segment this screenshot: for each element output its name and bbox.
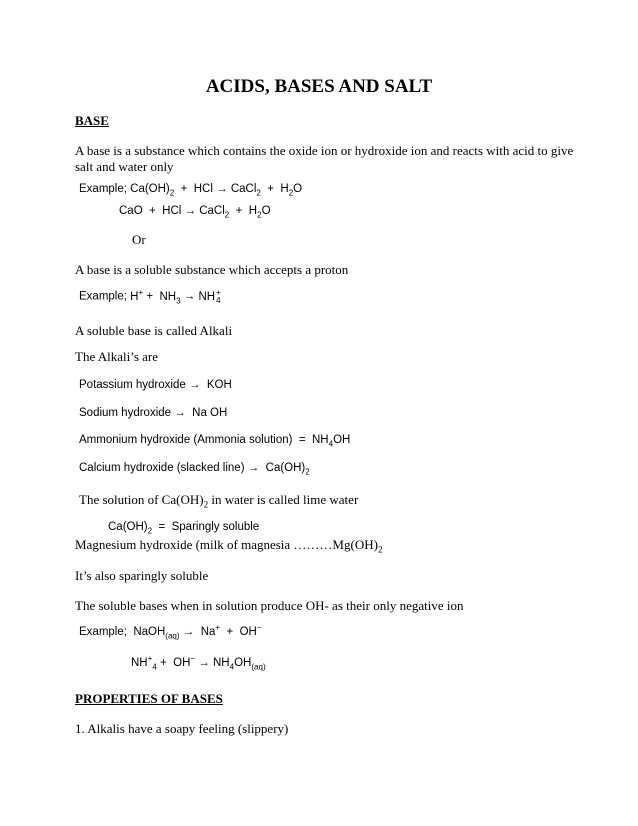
reactant-formula: HCl — [193, 183, 213, 195]
alkali-definition: A soluble base is called Alkali — [75, 323, 233, 338]
arrow-icon: → — [182, 626, 195, 638]
property-item-1: 1. Alkalis have a soapy feeling (slippery) — [75, 721, 289, 736]
properties-heading: PROPERTIES OF BASES — [75, 691, 223, 706]
arrow-icon: → — [188, 379, 201, 391]
plus-sign: + — [180, 183, 188, 195]
product-formula: CaCl$_2$ — [230, 183, 261, 198]
reactant-formula: $NH^+_4$ — [131, 654, 157, 672]
equation-ammonium-hydroxide-formation — [131, 656, 266, 670]
arrow-icon: → — [216, 183, 228, 195]
product-formula: $H_2O$ — [280, 183, 303, 198]
arrow-icon: → — [174, 407, 186, 419]
reactant-formula: OH− — [173, 654, 196, 669]
plus-sign: + — [235, 205, 243, 217]
magnesium-hydroxide-sentence: Magnesium hydroxide (milk of magnesia $\dots\dots\dots Mg(OH)_2$ — [75, 537, 383, 555]
product-formula: Na+ — [200, 623, 221, 638]
product-formula: $NH_4OH_{(aq)}$ — [212, 657, 266, 672]
reactant-formula: $NH_3$ — [159, 290, 181, 305]
reactant-formula: $Ca(OH)_2$ — [130, 183, 175, 198]
base-heading: BASE — [75, 113, 109, 128]
soluble-bases-sentence: The soluble bases when in solution produce OH- as their only negative ion — [75, 598, 464, 613]
base-definition-line-1: A base is a substance which contains the oxide ion or hydroxide ion and reacts with acid to give — [75, 143, 574, 158]
plus-sign: + — [149, 205, 156, 217]
equals-sign: = — [298, 434, 306, 446]
reactant-formula: H+ — [130, 287, 144, 303]
base-definition-proton: A base is a soluble substance which accepts a proton — [75, 262, 349, 277]
reactant-formula: CaO — [119, 205, 143, 217]
arrow-icon: → — [247, 462, 260, 474]
alkalis-intro: The Alkali’s are — [75, 349, 159, 364]
alkali-sodium-hydroxide: Sodium hydroxide → Na OH — [79, 407, 228, 419]
equation-calcium-oxide-hcl — [119, 204, 271, 218]
alkali-ammonium-hydroxide: Ammonium hydroxide (Ammonia solution) = $NH_4OH$ — [79, 434, 351, 449]
equation-ammonium-formation — [79, 289, 221, 304]
equals-sign: = — [158, 521, 166, 533]
sparingly-soluble-note: It’s also sparingly soluble — [75, 568, 209, 583]
arrow-icon: → — [198, 657, 210, 669]
alkali-calcium-hydroxide: Calcium hydroxide (slacked line) → $Ca(OH)_2$ — [79, 462, 310, 477]
plus-sign: + — [160, 657, 167, 669]
lime-water-sentence: The solution of $Ca(OH)_2$ in water is called lime water — [79, 492, 359, 510]
example-label: Example; — [79, 626, 127, 638]
page-title: ACIDS, BASES AND SALT — [205, 76, 433, 97]
product-formula: NH + 4 — [198, 288, 221, 305]
equation-sodium-hydroxide-dissociation — [79, 625, 262, 639]
base-definition-line-2: salt and water only — [75, 159, 174, 174]
example-label: Example; — [79, 183, 127, 195]
product-formula: OH− — [239, 623, 262, 638]
product-formula: $H_2O$ — [248, 205, 271, 220]
or-text: Or — [132, 232, 146, 247]
example-label: Example; — [79, 290, 127, 303]
reactant-formula: NaOH$_{(aq)}$ — [133, 626, 180, 641]
plus-sign: + — [267, 183, 274, 195]
reactant-formula: HCl — [162, 205, 182, 217]
plus-sign: + — [226, 626, 234, 638]
product-formula: CaCl$_2$ — [199, 205, 230, 220]
arrow-icon: → — [184, 205, 197, 217]
alkali-potassium-hydroxide: Potassium hydroxide → KOH — [79, 379, 232, 391]
equation-calcium-hydroxide-hcl — [79, 182, 302, 196]
arrow-icon: → — [183, 290, 196, 303]
plus-sign: + — [146, 290, 154, 303]
calcium-hydroxide-sparingly-soluble: $Ca(OH)_2$ = Sparingly soluble — [108, 521, 260, 536]
